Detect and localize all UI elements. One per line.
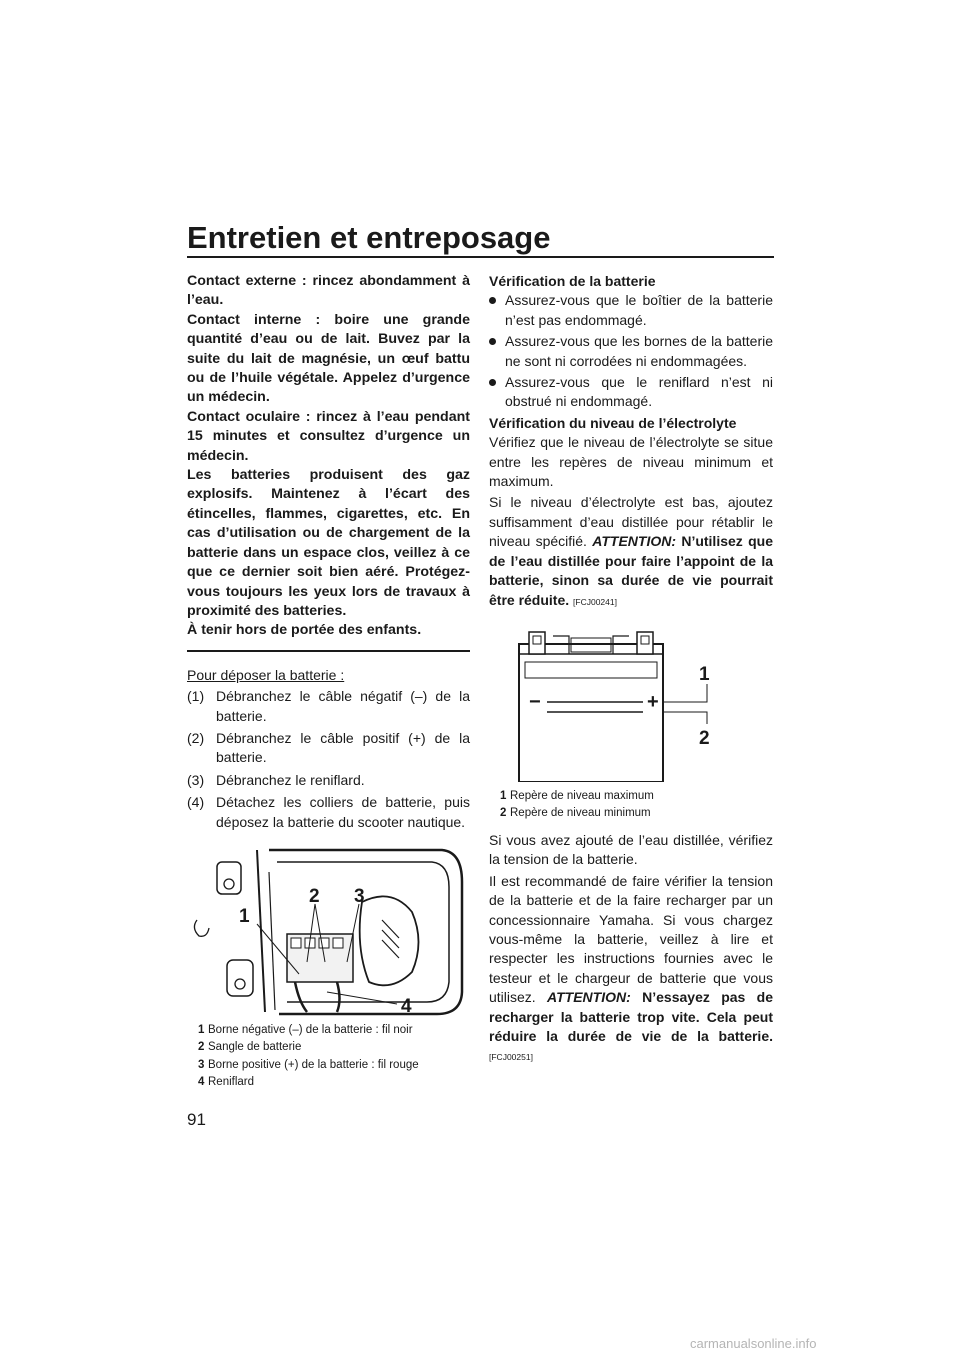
watermark: carmanualsonline.info (690, 1336, 817, 1351)
figure-caption: 1 Borne négative (–) de la batterie : fil noir (198, 1023, 413, 1036)
page-title: Entretien et entreposage (187, 220, 551, 255)
page-number: 91 (187, 1110, 206, 1129)
step-text: Débranchez le câble positif (+) de la batterie. (216, 729, 470, 766)
warning-paragraph: Les batteries produisent des gaz explosifs. Maintenez à l’écart des étincelles, flammes, cigarettes, etc. En cas d’utilisation ou de chargement de la batterie dans un espace clos, veillez à ce que ce dernier soit bien aéré. Protégez-vous toujours les yeux lors de travaux à proximité des batteries. (187, 467, 470, 619)
level-callout-max: 1 (699, 663, 710, 685)
level-callout-min: 2 (699, 727, 710, 749)
attention-label: ATTENTION: (592, 533, 676, 550)
warning-paragraph: Contact interne : boire une grande quantité d’eau ou de lait. Buvez par la suite du lait de magnésie, un œuf battu ou de l’huile végétale. Appelez d’urgence un médecin. (187, 311, 470, 406)
plus-terminal-label: + (647, 690, 659, 713)
reference-code: [FCJ00241] (573, 596, 617, 607)
step-number: (4) (187, 794, 205, 811)
tension-paragraph: Si vous avez ajouté de l’eau distillée, vérifiez la tension de la batterie. (489, 831, 773, 868)
figure-callout: 4 (401, 995, 412, 1017)
list-item (187, 793, 470, 832)
header-rule (187, 256, 774, 258)
figure-caption: 4 Reniflard (198, 1076, 255, 1089)
list-item: Assurez-vous que le reniflard n’est ni obstrué ni endommagé. (489, 373, 773, 412)
electrolyte-refill-paragraph: Si le niveau d’électrolyte est bas, ajoutez suffisamment d’eau distillée pour rétablir le niveau spécifié. ATTENTION: N’utilisez que de l’eau distillée pour faire l’appoint de la batterie, sinon sa durée de vie pourrait être réduite. [FCJ00241] (489, 494, 773, 608)
figure-callout: 2 (309, 885, 320, 907)
reference-code: [FCJ00251] (489, 1052, 533, 1063)
step-number: (3) (187, 771, 205, 788)
figure-caption: 1 Repère de niveau maximum (500, 789, 654, 802)
attention-text: N’utilisez que de l’eau distillée pour faire l’appoint de la batterie, sinon sa durée de vie pourrait être réduite. (489, 533, 773, 608)
figure-caption: 3 Borne positive (+) de la batterie : fil rouge (198, 1058, 419, 1071)
figure-caption: 2 Sangle de batterie (198, 1041, 302, 1054)
bullet-icon (489, 379, 496, 386)
list-item: Assurez-vous que les bornes de la batterie ne sont ni corrodées ni endommagées. (489, 332, 773, 371)
removal-steps (187, 687, 470, 832)
bullet-icon (489, 297, 496, 304)
step-text: Détachez les colliers de batterie, puis déposez la batterie du scooter nautique. (216, 794, 470, 830)
step-text: Débranchez le reniflard. (216, 771, 365, 788)
list-item: Assurez-vous que le boîtier de la batterie n’est pas endommagé. (489, 291, 773, 330)
recharge-paragraph: Il est recommandé de faire vérifier la tension de la batterie et de la faire recharger par un concessionnaire Yamaha. Si vous chargez vous-même la batterie, veillez à lire et respecter les instructions fournies avec le testeur et le chargeur de batterie que vous utilisez. ATTENTION: N’essayez pas de recharger la batterie trop vite. Cela peut réduire la durée de vie de la batterie. [FCJ00251] (489, 872, 774, 1063)
warning-paragraph: Contact externe : rincez abondamment à l’eau. (187, 273, 470, 309)
list-item (187, 687, 470, 726)
warning-paragraph: À tenir hors de portée des enfants. (187, 622, 422, 639)
left-column (187, 272, 470, 1092)
bullet-icon (489, 338, 496, 345)
right-column (489, 272, 773, 1070)
step-text: Débranchez le câble négatif (–) de la batterie. (216, 688, 470, 724)
attention-text: N’essayez pas de recharger la batterie trop vite. Cela peut réduire la durée de vie de la batterie. (489, 989, 774, 1044)
figure-callout: 1 (239, 905, 250, 927)
battery-check-heading: Vérification de la batterie (489, 273, 656, 289)
warning-end-rule (187, 650, 470, 652)
figure-callout: 3 (354, 885, 365, 907)
minus-terminal-label: − (529, 690, 541, 713)
battery-level-diagram (489, 624, 773, 782)
list-item (187, 729, 470, 768)
step-number: (2) (187, 729, 205, 746)
list-item (187, 771, 470, 790)
removal-heading: Pour déposer la batterie : (187, 666, 345, 683)
electrolyte-paragraph: Vérifiez que le niveau de l’électrolyte se situe entre les repères de niveau minimum et maximum. (489, 434, 773, 490)
battery-compartment-illustration (187, 842, 470, 1022)
step-number: (1) (187, 688, 205, 705)
warning-paragraph: Contact oculaire : rincez à l’eau pendant 15 minutes et consultez d’urgence un médecin. (187, 408, 470, 464)
battery-check-list (489, 291, 773, 411)
figure-caption: 2 Repère de niveau minimum (500, 807, 651, 820)
electrolyte-heading: Vérification du niveau de l’électrolyte (489, 414, 737, 431)
attention-label: ATTENTION: (547, 989, 631, 1006)
